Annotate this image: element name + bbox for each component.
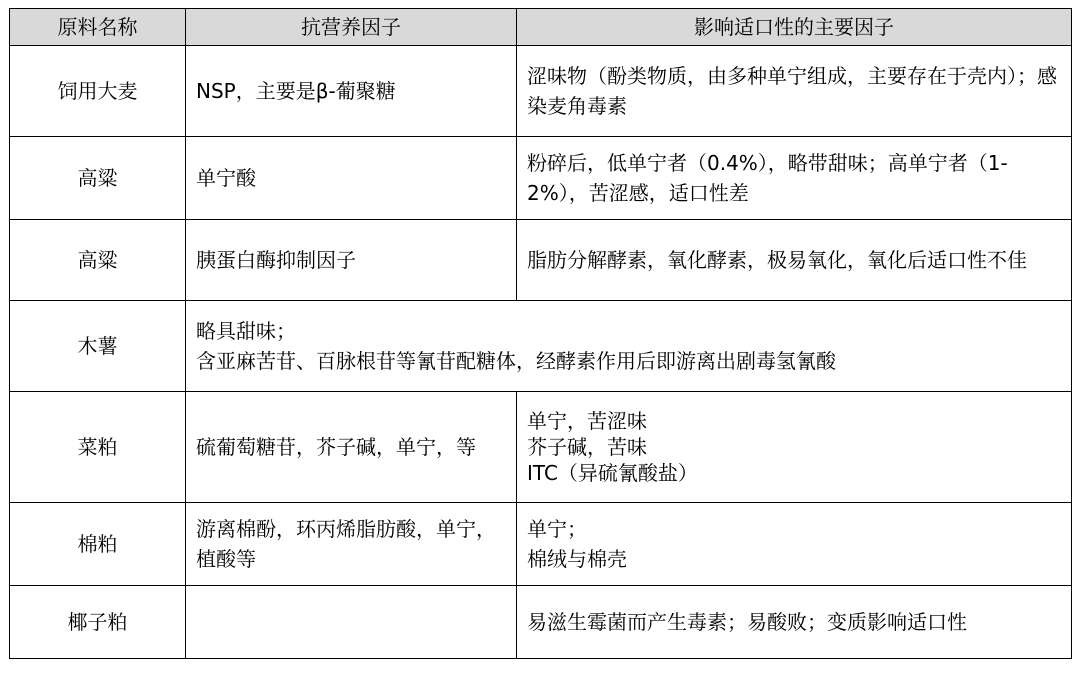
anti-nutrition-cell: NSP，主要是β-葡聚糖 bbox=[186, 46, 517, 137]
table-row bbox=[10, 503, 1072, 586]
ingredient-name-cell: 高粱 bbox=[10, 137, 186, 220]
table-row bbox=[10, 46, 1072, 137]
anti-nutrition-cell bbox=[186, 586, 517, 659]
ingredient-name-cell: 棉粕 bbox=[10, 503, 186, 586]
table-row bbox=[10, 392, 1072, 503]
table-row bbox=[10, 220, 1072, 301]
merged-description-cell: 略具甜味； 含亚麻苦苷、百脉根苷等氰苷配糖体，经酵素作用后即游离出剧毒氢氰酸 bbox=[186, 301, 1072, 392]
anti-nutrition-cell: 单宁酸 bbox=[186, 137, 517, 220]
anti-nutrition-cell: 游离棉酚，环丙烯脂肪酸，单宁，植酸等 bbox=[186, 503, 517, 586]
palatability-cell: 单宁，苦涩味 芥子碱，苦味 ITC（异硫氰酸盐） bbox=[517, 392, 1072, 503]
ingredient-name-cell: 菜粕 bbox=[10, 392, 186, 503]
palatability-cell: 粉碎后，低单宁者（0.4%），略带甜味；高单宁者（1-2%），苦涩感，适口性差 bbox=[517, 137, 1072, 220]
palatability-cell: 脂肪分解酵素，氧化酵素，极易氧化，氧化后适口性不佳 bbox=[517, 220, 1072, 301]
table-row bbox=[10, 137, 1072, 220]
table-row bbox=[10, 586, 1072, 659]
table-row bbox=[10, 301, 1072, 392]
header-anti-nutritional-factor: 抗营养因子 bbox=[186, 9, 517, 46]
feed-ingredient-table bbox=[9, 8, 1072, 659]
palatability-cell: 涩味物（酚类物质，由多种单宁组成，主要存在于壳内）；感染麦角毒素 bbox=[517, 46, 1072, 137]
header-ingredient-name: 原料名称 bbox=[10, 9, 186, 46]
palatability-cell: 易滋生霉菌而产生毒素；易酸败；变质影响适口性 bbox=[517, 586, 1072, 659]
ingredient-name-cell: 木薯 bbox=[10, 301, 186, 392]
anti-nutrition-cell: 硫葡萄糖苷，芥子碱，单宁，等 bbox=[186, 392, 517, 503]
table-header-row bbox=[10, 9, 1072, 46]
palatability-cell: 单宁； 棉绒与棉壳 bbox=[517, 503, 1072, 586]
ingredient-name-cell: 高粱 bbox=[10, 220, 186, 301]
anti-nutrition-cell: 胰蛋白酶抑制因子 bbox=[186, 220, 517, 301]
ingredient-name-cell: 椰子粕 bbox=[10, 586, 186, 659]
ingredient-name-cell: 饲用大麦 bbox=[10, 46, 186, 137]
header-palatability-factor: 影响适口性的主要因子 bbox=[517, 9, 1072, 46]
document bbox=[9, 8, 1071, 659]
